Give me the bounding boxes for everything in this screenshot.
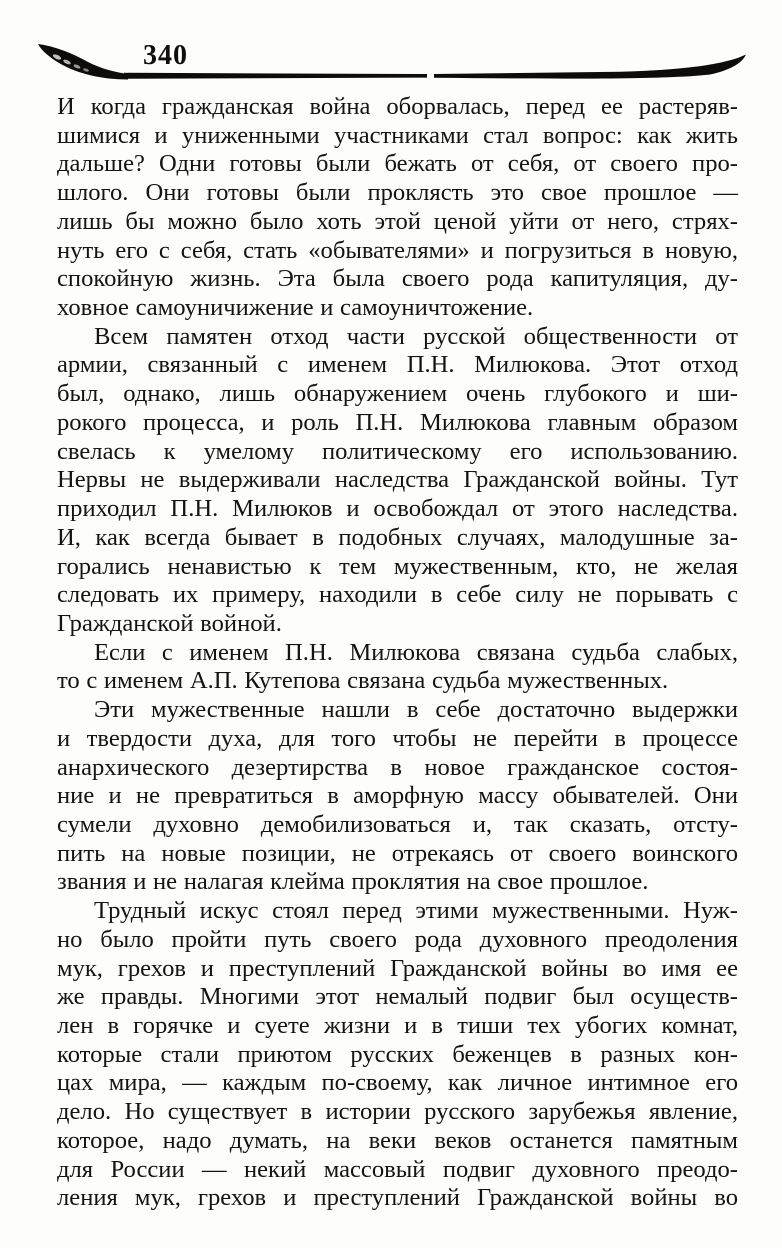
text-line: был, однако, лишь обнаружением очень глубокого и ши- [57, 380, 738, 408]
header-flourish-and-rule [0, 0, 782, 100]
text-line: шимися и униженными участниками стал вопрос: как жить [57, 121, 738, 149]
text-line: армии, связанный с именем П.Н. Милюкова. Этот отход [57, 351, 738, 379]
text-line: сумели духовно демобилизоваться и, так сказать, отсту- [57, 810, 738, 838]
text-line: анархического дезертирства в новое гражданское состоя- [57, 753, 738, 781]
header-rule-left [124, 73, 427, 79]
text-line: спокойную жизнь. Эта была своего рода капитуляция, ду- [57, 265, 738, 293]
text-line: которые стали приютом русских беженцев в разных кон- [57, 1040, 738, 1068]
text-line: ховное самоуничижение и самоуничтожение. [57, 294, 534, 322]
text-line: Гражданской войной. [57, 609, 282, 637]
page-text [57, 93, 738, 1213]
text-line: горались ненавистью к тем мужественным, кто, не желая [57, 552, 738, 580]
text-line: же правды. Многими этот немалый подвиг был осуществ- [57, 983, 738, 1011]
text-line: но было пройти путь своего рода духовного преодоления [57, 925, 738, 953]
text-line: для России — некий массовый подвиг духовного преодо- [57, 1155, 738, 1183]
text-line: Эти мужественные нашли в себе достаточно выдержки [94, 696, 738, 724]
text-line: ние и не превратиться в аморфную массу обывателей. Они [57, 782, 738, 810]
text-line: то с именем А.П. Кутепова связана судьба мужественных. [57, 667, 669, 695]
text-line: приходил П.Н. Милюков и освобождал от этого наследства. [57, 495, 738, 523]
text-line: которое, надо думать, на веки веков останется памятным [57, 1126, 738, 1154]
text-line: пить на новые позиции, не отрекаясь от своего воинского [57, 839, 738, 867]
text-line: свелась к умелому политическому его использованию. [57, 437, 738, 465]
text-line: Нервы не выдерживали наследства Гражданской войны. Тут [57, 466, 738, 494]
text-line: И, как всегда бывает в подобных случаях, малодушные за- [57, 523, 738, 551]
text-line: Если с именем П.Н. Милюкова связана судьба слабых, [94, 638, 738, 666]
text-line: ления мук, грехов и преступлений Гражданской войны во [57, 1184, 738, 1212]
page-header [0, 0, 782, 100]
text-line: Трудный искус стоял перед этими мужественными. Нуж- [94, 897, 738, 925]
corner-flourish-icon [38, 44, 128, 80]
text-line: И когда гражданская война оборвалась, перед ее растеряв- [57, 93, 738, 120]
text-line: лишь бы можно было хоть этой ценой уйти от него, стрях- [57, 207, 738, 235]
text-line: Всем памятен отход части русской общественности от [94, 322, 738, 350]
text-line: следовать их примеру, находили в себе силу не порывать с [57, 581, 738, 609]
header-rule-right [434, 55, 746, 79]
page-number: 340 [143, 40, 188, 71]
text-line: дело. Но существует в истории русского зарубежья явление, [57, 1098, 738, 1126]
text-line: нуть его с себя, стать «обывателями» и погрузиться в новую, [57, 236, 738, 264]
text-line: цах мира, — каждым по-своему, как личное интимное его [57, 1069, 738, 1097]
text-line: мук, грехов и преступлений Гражданской войны во имя ее [57, 954, 738, 982]
text-line: звания и не налагая клейма проклятия на свое прошлое. [57, 868, 649, 896]
text-line: рокого процесса, и роль П.Н. Милюкова главным образом [57, 408, 738, 436]
text-line: лен в горячке и суете жизни и в тиши тех убогих комнат, [57, 1012, 738, 1039]
text-line: дальше? Одни готовы были бежать от себя, от своего про- [57, 150, 738, 178]
text-line: шлого. Они готовы были проклясть это свое прошлое — [57, 179, 738, 207]
text-line: и твердости духа, для того чтобы не перейти в процессе [57, 724, 738, 752]
